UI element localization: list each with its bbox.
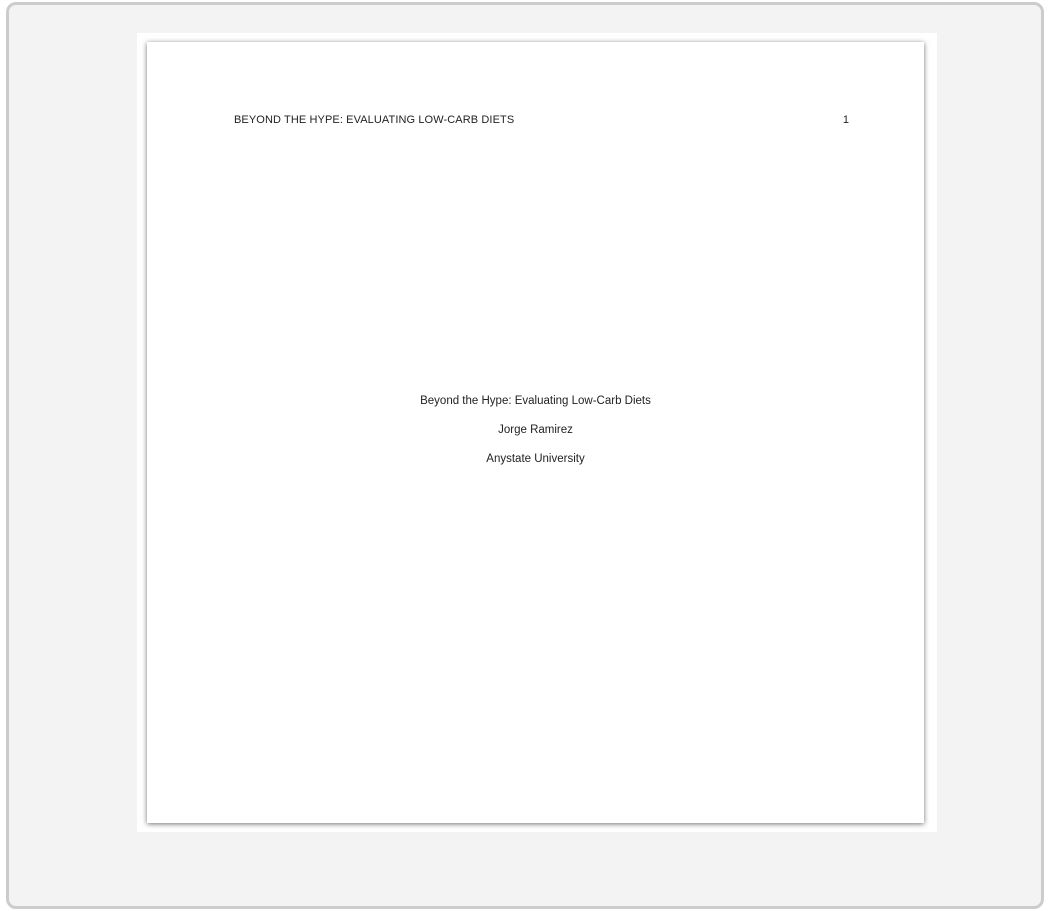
paper-title: Beyond the Hype: Evaluating Low-Carb Diets (420, 395, 651, 407)
running-head: BEYOND THE HYPE: EVALUATING LOW-CARB DIETS (234, 114, 515, 126)
title-block (147, 394, 924, 481)
institution-name: Anystate University (486, 453, 585, 465)
page-mat (137, 33, 937, 832)
page-number: 1 (842, 114, 849, 126)
viewer-frame (6, 2, 1044, 909)
document-page (147, 42, 924, 823)
author-name: Jorge Ramirez (498, 424, 573, 436)
